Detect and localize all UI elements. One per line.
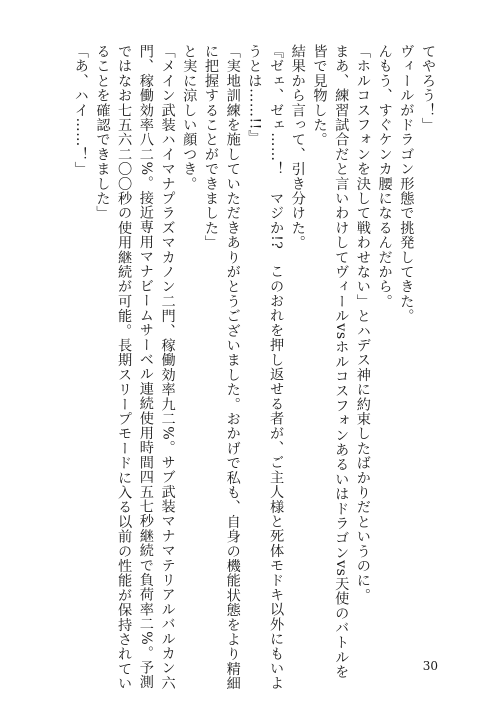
text-line: んもう、すぐケンカ腰になるんだから。 — [376, 44, 393, 309]
text-line: 皆で見物した。 — [311, 44, 328, 147]
text-line: ではなお七五六二〇〇秒の使用継続が可能。長期スリープモードに入る以前の性能が保持されてい — [116, 44, 133, 691]
text-line: 『ゼェ、ゼェ……！ マジか!? このおれを押し返せる者が、ご主人様と死体モドキ以外にもいよ — [268, 44, 285, 691]
text-line: てやろう！」 — [420, 44, 436, 133]
page-number: 30 — [422, 659, 438, 673]
text-line: と実に涼しい顔つき。 — [181, 44, 198, 191]
text-line: 「あ、ハイ……！」 — [72, 44, 89, 177]
text-line: 「メイン武装ハイマナプラズマカノン二門、稼働効率九二%。サブ武装マナマテリアルバルカン六 — [159, 44, 176, 691]
text-line: うとは……!!』 — [246, 44, 263, 145]
text-line: ヴィールがドラゴン形態で挑発してきた。 — [398, 44, 415, 324]
text-line: に把握することができました」 — [202, 44, 219, 250]
text-line: まあ、練習試合だと言いわけしてヴィールvsホルコスフォンあるいはドラゴンvs天使のバトルを — [333, 44, 350, 680]
text-line: ることを確認できました」 — [94, 44, 111, 221]
text-line: 「ホルコスフォンを決して戦わせない」とハデス神に約束したばかりだというのに。 — [354, 44, 371, 603]
text-line: 門、稼働効率八二%。接近専用マナビームサーベル連続使用時間四五七秒継続で負荷率二%。予測 — [137, 44, 154, 690]
text-line: 「実地訓練を施していただきありがとうございました。おかげで私も、自身の機能状態をより精細 — [224, 44, 241, 691]
text-line: 結果から言って、引き分けた。 — [289, 44, 306, 250]
